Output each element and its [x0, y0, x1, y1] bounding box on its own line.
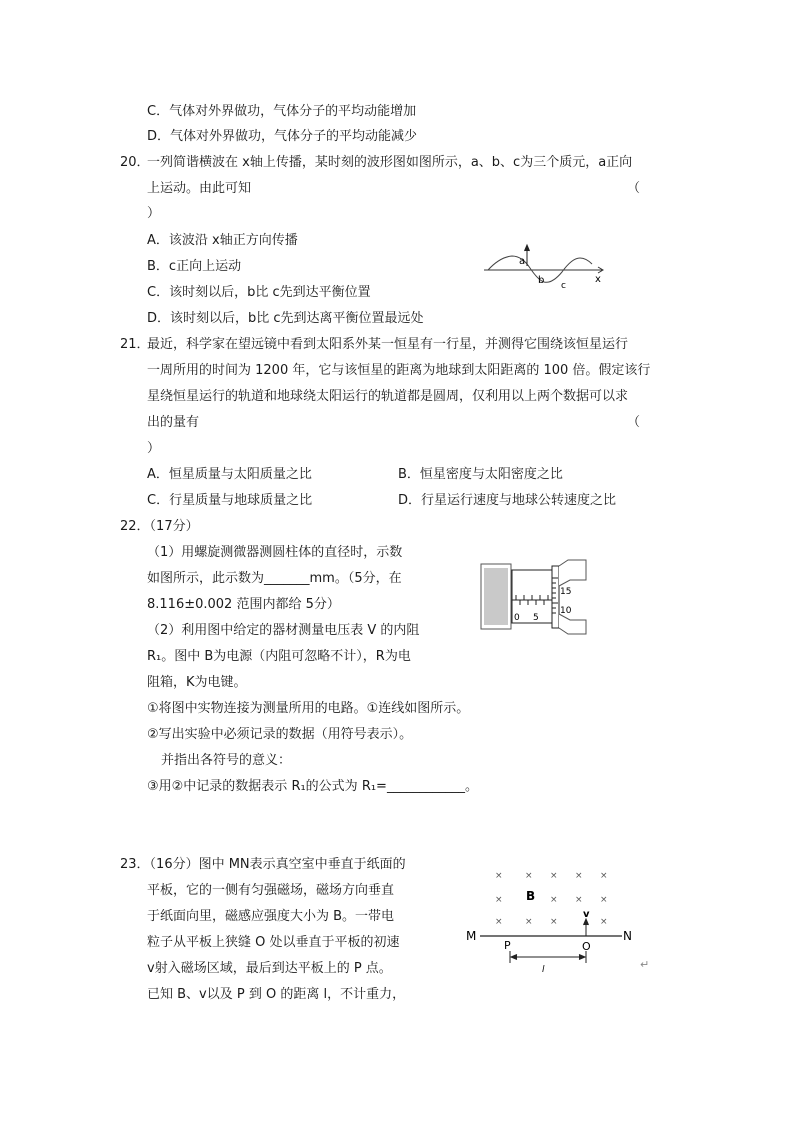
q22-step2: ②写出实验中必须记录的数据（用符号表示）。: [147, 727, 413, 742]
q22-part1-line2: 如图所示，此示数为_______mm。（5分，在: [147, 571, 402, 586]
q21-option-a: A．恒星质量与太阳质量之比: [147, 467, 312, 482]
label-P: P: [504, 939, 511, 952]
q20-stem-line2: 上运动。由此可知: [147, 181, 252, 196]
svg-text:×: ×: [575, 895, 583, 905]
label-v: v: [583, 909, 590, 920]
ratchet-upper: [559, 560, 586, 586]
q21-number: 21．: [120, 337, 150, 352]
q21-paren-right: ）: [147, 441, 161, 456]
q21-option-c: C．行星质量与地球质量之比: [147, 493, 313, 508]
micrometer-thimble: [552, 566, 559, 628]
svg-text:×: ×: [525, 917, 533, 927]
svg-text:×: ×: [550, 871, 558, 881]
q23-line3: 于纸面向里，磁感应强度大小为 B。一带电: [147, 909, 395, 924]
label-x: x: [595, 274, 601, 285]
paragraph-mark: ↵: [640, 958, 650, 971]
q20-option-b: B．c正向上运动: [147, 259, 242, 274]
tick-label-10: 10: [560, 606, 572, 616]
label-O: O: [582, 940, 591, 953]
label-c: c: [561, 281, 566, 291]
micrometer-frame-hatch: [484, 568, 508, 625]
svg-text:×: ×: [600, 871, 608, 881]
svg-text:×: ×: [495, 895, 503, 905]
svg-text:×: ×: [600, 917, 608, 927]
q19-option-d: D．气体对外界做功，气体分子的平均动能减少: [147, 129, 418, 144]
field-crosses: [495, 871, 608, 927]
svg-text:×: ×: [550, 895, 558, 905]
q21-option-b: B．恒星密度与太阳密度之比: [398, 467, 563, 482]
q21-stem-line1: 最近，科学家在望远镜中看到太阳系外某一恒星有一行星，并测得它围绕该恒星运行: [147, 337, 629, 352]
q20-option-d: D．该时刻以后，b比 c先到达离平衡位置最远处: [147, 311, 424, 326]
label-B: B: [526, 889, 536, 903]
q21-stem-line3: 星绕恒星运行的轨道和地球绕太阳运行的轨道都是圆周，仅利用以上两个数据可以求: [147, 389, 629, 404]
q20-number: 20．: [120, 155, 150, 170]
a-velocity-arrowhead: [525, 245, 530, 251]
q20-paren-left: （: [627, 181, 641, 196]
tick-label-0: 0: [514, 613, 520, 623]
q22-part1-line1: （1）用螺旋测微器测圆柱体的直径时，示数: [147, 545, 403, 560]
q23-line2: 平板，它的一侧有匀强磁场，磁场方向垂直: [147, 883, 395, 898]
q22-step3: ③用②中记录的数据表示 R₁的公式为 R₁=____________。: [147, 779, 478, 794]
q22-part2-line2: R₁。图中 B为电源（内阻可忽略不计），R为电: [147, 649, 411, 664]
label-M: M: [466, 929, 477, 943]
label-a: a: [519, 256, 526, 267]
label-N: N: [623, 929, 632, 943]
q23-line1: 23．（16分）图中 MN表示真空室中垂直于纸面的: [120, 857, 406, 872]
q20-option-a: A．该波沿 x轴正方向传播: [147, 233, 298, 248]
micrometer-figure: [478, 556, 588, 636]
q22-part2-line3: 阻箱，K为电键。: [147, 675, 247, 690]
svg-text:×: ×: [550, 917, 558, 927]
magnetic-field-figure: [462, 862, 662, 974]
q21-stem-line4: 出的量有: [147, 415, 200, 430]
ratchet-lower: [559, 614, 586, 634]
q22-part1-line3: 8.116±0.002 范围内都给 5分）: [147, 597, 340, 612]
q20-wave-figure: [480, 240, 610, 295]
tick-label-5: 5: [533, 613, 539, 623]
q20-stem-line1: 一列简谐横波在 x轴上传播，某时刻的波形图如图所示，a、b、c为三个质元，a正向: [147, 155, 633, 170]
dim-arrow-right: [579, 955, 585, 960]
label-b: b: [538, 275, 545, 286]
svg-text:×: ×: [600, 895, 608, 905]
q21-option-d: D．行星运行速度与地球公转速度之比: [398, 493, 617, 508]
q21-stem-line2: 一周所用的时间为 1200 年，它与该恒星的距离为地球到太阳距离的 100 倍。假定该行: [147, 363, 651, 378]
q20-paren-right: ）: [147, 206, 161, 221]
svg-text:×: ×: [495, 871, 503, 881]
q19-option-c: C．气体对外界做功，气体分子的平均动能增加: [147, 104, 417, 119]
q22-part2-line1: （2）利用图中给定的器材测量电压表 V 的内阻: [147, 623, 420, 638]
q23-line5: v射入磁场区域，最后到达平板上的 P 点。: [147, 961, 392, 976]
q22-step1: ①将图中实物连接为测量所用的电路。①连线如图所示。: [147, 701, 470, 716]
q23-line4: 粒子从平板上狭缝 O 处以垂直于平板的初速: [147, 935, 400, 950]
svg-text:×: ×: [495, 917, 503, 927]
svg-text:×: ×: [575, 871, 583, 881]
tick-label-15: 15: [560, 587, 572, 597]
q22-step2-continued: 并指出各符号的意义：: [161, 753, 292, 768]
label-l: l: [542, 965, 545, 974]
dim-arrow-left: [511, 955, 517, 960]
q22-heading: 22．（17分）: [120, 519, 199, 534]
q23-line6: 已知 B、v以及 P 到 O 的距离 l，不计重力，: [147, 987, 406, 1002]
svg-text:×: ×: [525, 871, 533, 881]
q21-paren-left: （: [627, 415, 641, 430]
q20-option-c: C．该时刻以后，b比 c先到达平衡位置: [147, 285, 371, 300]
